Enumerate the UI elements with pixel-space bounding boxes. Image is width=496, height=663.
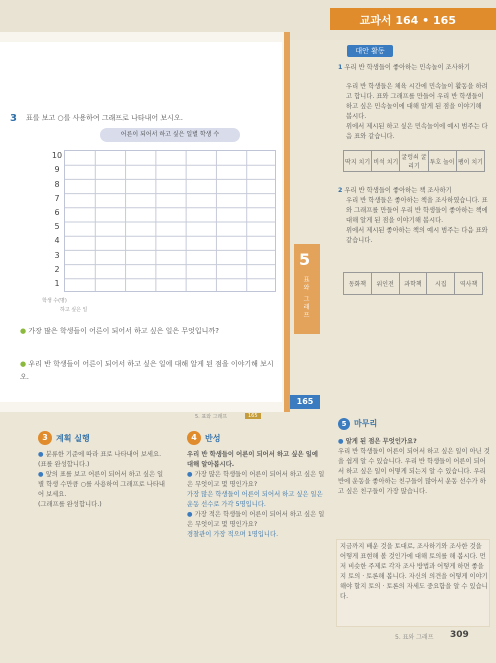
section-5-body: ● 알게 된 점은 무엇인가요? 우리 반 학생들이 어른이 되어서 하고 싶은 일이 아닌 것을 쉽게 알 수 있습니다. 우리 반 학생들이 어른이 되어서 하고 싶은 일이 어떻게 되는지 알 수 있습니다. 우리 반에 운동을 좋아하는 친구들이 많아서 운동 선수가 하고 싶은 친구들이 가장 많습니다. — [338, 438, 490, 495]
table-cell: 비석 치기 — [372, 151, 400, 172]
chapter-label: 표와 그래프 — [302, 276, 309, 320]
bullet-question-1: ● 가장 많은 학생들이 어른이 되어서 하고 싶은 일은 무엇입니까? — [20, 327, 219, 335]
page-number-309: 309 — [450, 630, 469, 640]
y-tick-label: 8 — [54, 179, 60, 189]
footer-right: 165 — [245, 413, 261, 419]
table-cell: 굴렁쇠 굴리기 — [400, 151, 428, 172]
section-5-icon: 5 — [338, 418, 350, 430]
x-axis-title: 하고 싶은 일 — [60, 307, 88, 313]
section-3-title: 계획 실행 — [56, 434, 90, 443]
y-tick-label: 6 — [54, 207, 60, 217]
y-tick-label: 2 — [54, 264, 60, 274]
question-text: 표를 보고 ○를 사용하여 그래프로 나타내어 보시오. — [26, 114, 183, 122]
table-cell: 시집 — [427, 273, 455, 295]
summary-text: 지금까지 배운 것을 토대로, 조사하기와 조사한 것을 어떻게 표현해 볼 것인가에 대해 토의를 해 봅시다. 먼저 비슷한 주제로 각자 조사 방법과 어떻게 하면 좋을지 토의 · 토론해 봅니다. 자신의 의견을 어떻게 이야기해야 할지 토의 · 토론의 자세도 중요함을 알 수 있습니다. — [340, 543, 488, 600]
y-tick-label: 3 — [54, 250, 60, 260]
footer-right-page: 5. 표와 그래프 — [395, 634, 434, 641]
section-4-title: 반성 — [205, 434, 221, 443]
table-cell: 동화책 — [344, 273, 372, 295]
table-books — [343, 272, 483, 295]
chart-title: 어른이 되어서 하고 싶은 일별 학생 수 — [100, 128, 240, 142]
table-folk-games — [343, 150, 485, 172]
footer-left: 5. 표와 그래프 — [195, 414, 228, 420]
activity-1-body: 우리 반 학생들은 체육 시간에 민속놀이 활동을 하려고 합니다. 표와 그래프를 만들어 우리 반 학생들이 하고 싶은 민속놀이에 대해 알게 된 점을 이야기해 봅시다. 위에서 제시된 하고 싶은 민속놀이에 예시 범주는 다음 표와 같습니다. — [346, 83, 488, 140]
activity-2-heading: 2 우리 반 학생들이 좋아하는 책 조사하기 — [338, 187, 452, 194]
question-number: 3 — [10, 113, 17, 124]
header-title: 교과서 164 • 165 — [359, 14, 456, 27]
activity-title: 대안 활동 — [347, 45, 393, 57]
table-cell: 과학책 — [399, 273, 427, 295]
chapter-number: 5 — [299, 250, 311, 269]
y-tick-label: 1 — [54, 278, 60, 288]
activity-1-heading: 1 우리 반 학생들이 좋아하는 민속놀이 조사하기 — [338, 64, 470, 71]
y-tick-label: 5 — [54, 222, 60, 232]
y-tick-label: 4 — [54, 236, 60, 246]
table-cell: 팽이 치기 — [456, 151, 484, 172]
y-tick-label: 7 — [54, 193, 60, 203]
page-number: 165 — [290, 395, 320, 409]
section-5-title: 마무리 — [354, 419, 378, 428]
y-axis-title: 학생 수(명) — [42, 298, 67, 304]
table-cell: 투호 놀이 — [428, 151, 456, 172]
section-4-body: 우리 반 학생들이 어른이 되어서 하고 싶은 일에 대해 알아봅시다. ● 가장 많은 학생들이 어른이 되어서 하고 싶은 일은 무엇이고 몇 명인가요? 가장 많은 학생들이 어른이 되어서 하고 싶은 일은 운동 선수로 가각 5명입니다. ● 가장 적은 학생들이 어른이 되어서 하고 싶은 일은 무엇이고 몇 명인가요? 경찰관이 가장 적으며 1명입니다. — [187, 451, 325, 538]
y-tick-label: 10 — [51, 151, 63, 161]
section-3-icon: 3 — [38, 431, 52, 445]
y-tick-label: 9 — [54, 165, 60, 175]
bullet-question-2: ● 우리 반 학생들이 어른이 되어서 하고 싶은 일에 대해 알게 된 점을 이야기해 보시오. — [20, 360, 274, 381]
table-cell: 위인전 — [371, 273, 399, 295]
section-4-icon: 4 — [187, 431, 201, 445]
table-cell: 딱지 치기 — [344, 151, 372, 172]
section-3-body: ● 분류한 기준에 따라 표로 나타내어 보세요. (표를 완성합니다.) ● 앞의 표를 보고 어른이 되어서 하고 싶은 일별 학생 수만큼 ○를 사용하여 그래프로 나타내어 보세요. (그래프를 완성합니다.) — [38, 451, 165, 508]
activity-2-body: 우리 반 학생들은 좋아하는 책을 조사하였습니다. 표와 그래프를 만들어 우리 반 학생들이 좋아하는 책에 대해 알게 된 점을 이야기해 봅시다. 위에서 제시된 좋아하는 책의 예시 범주는 다음 표와 같습니다. — [346, 197, 488, 244]
graph-grid — [64, 150, 276, 292]
table-cell: 역사책 — [455, 273, 483, 295]
